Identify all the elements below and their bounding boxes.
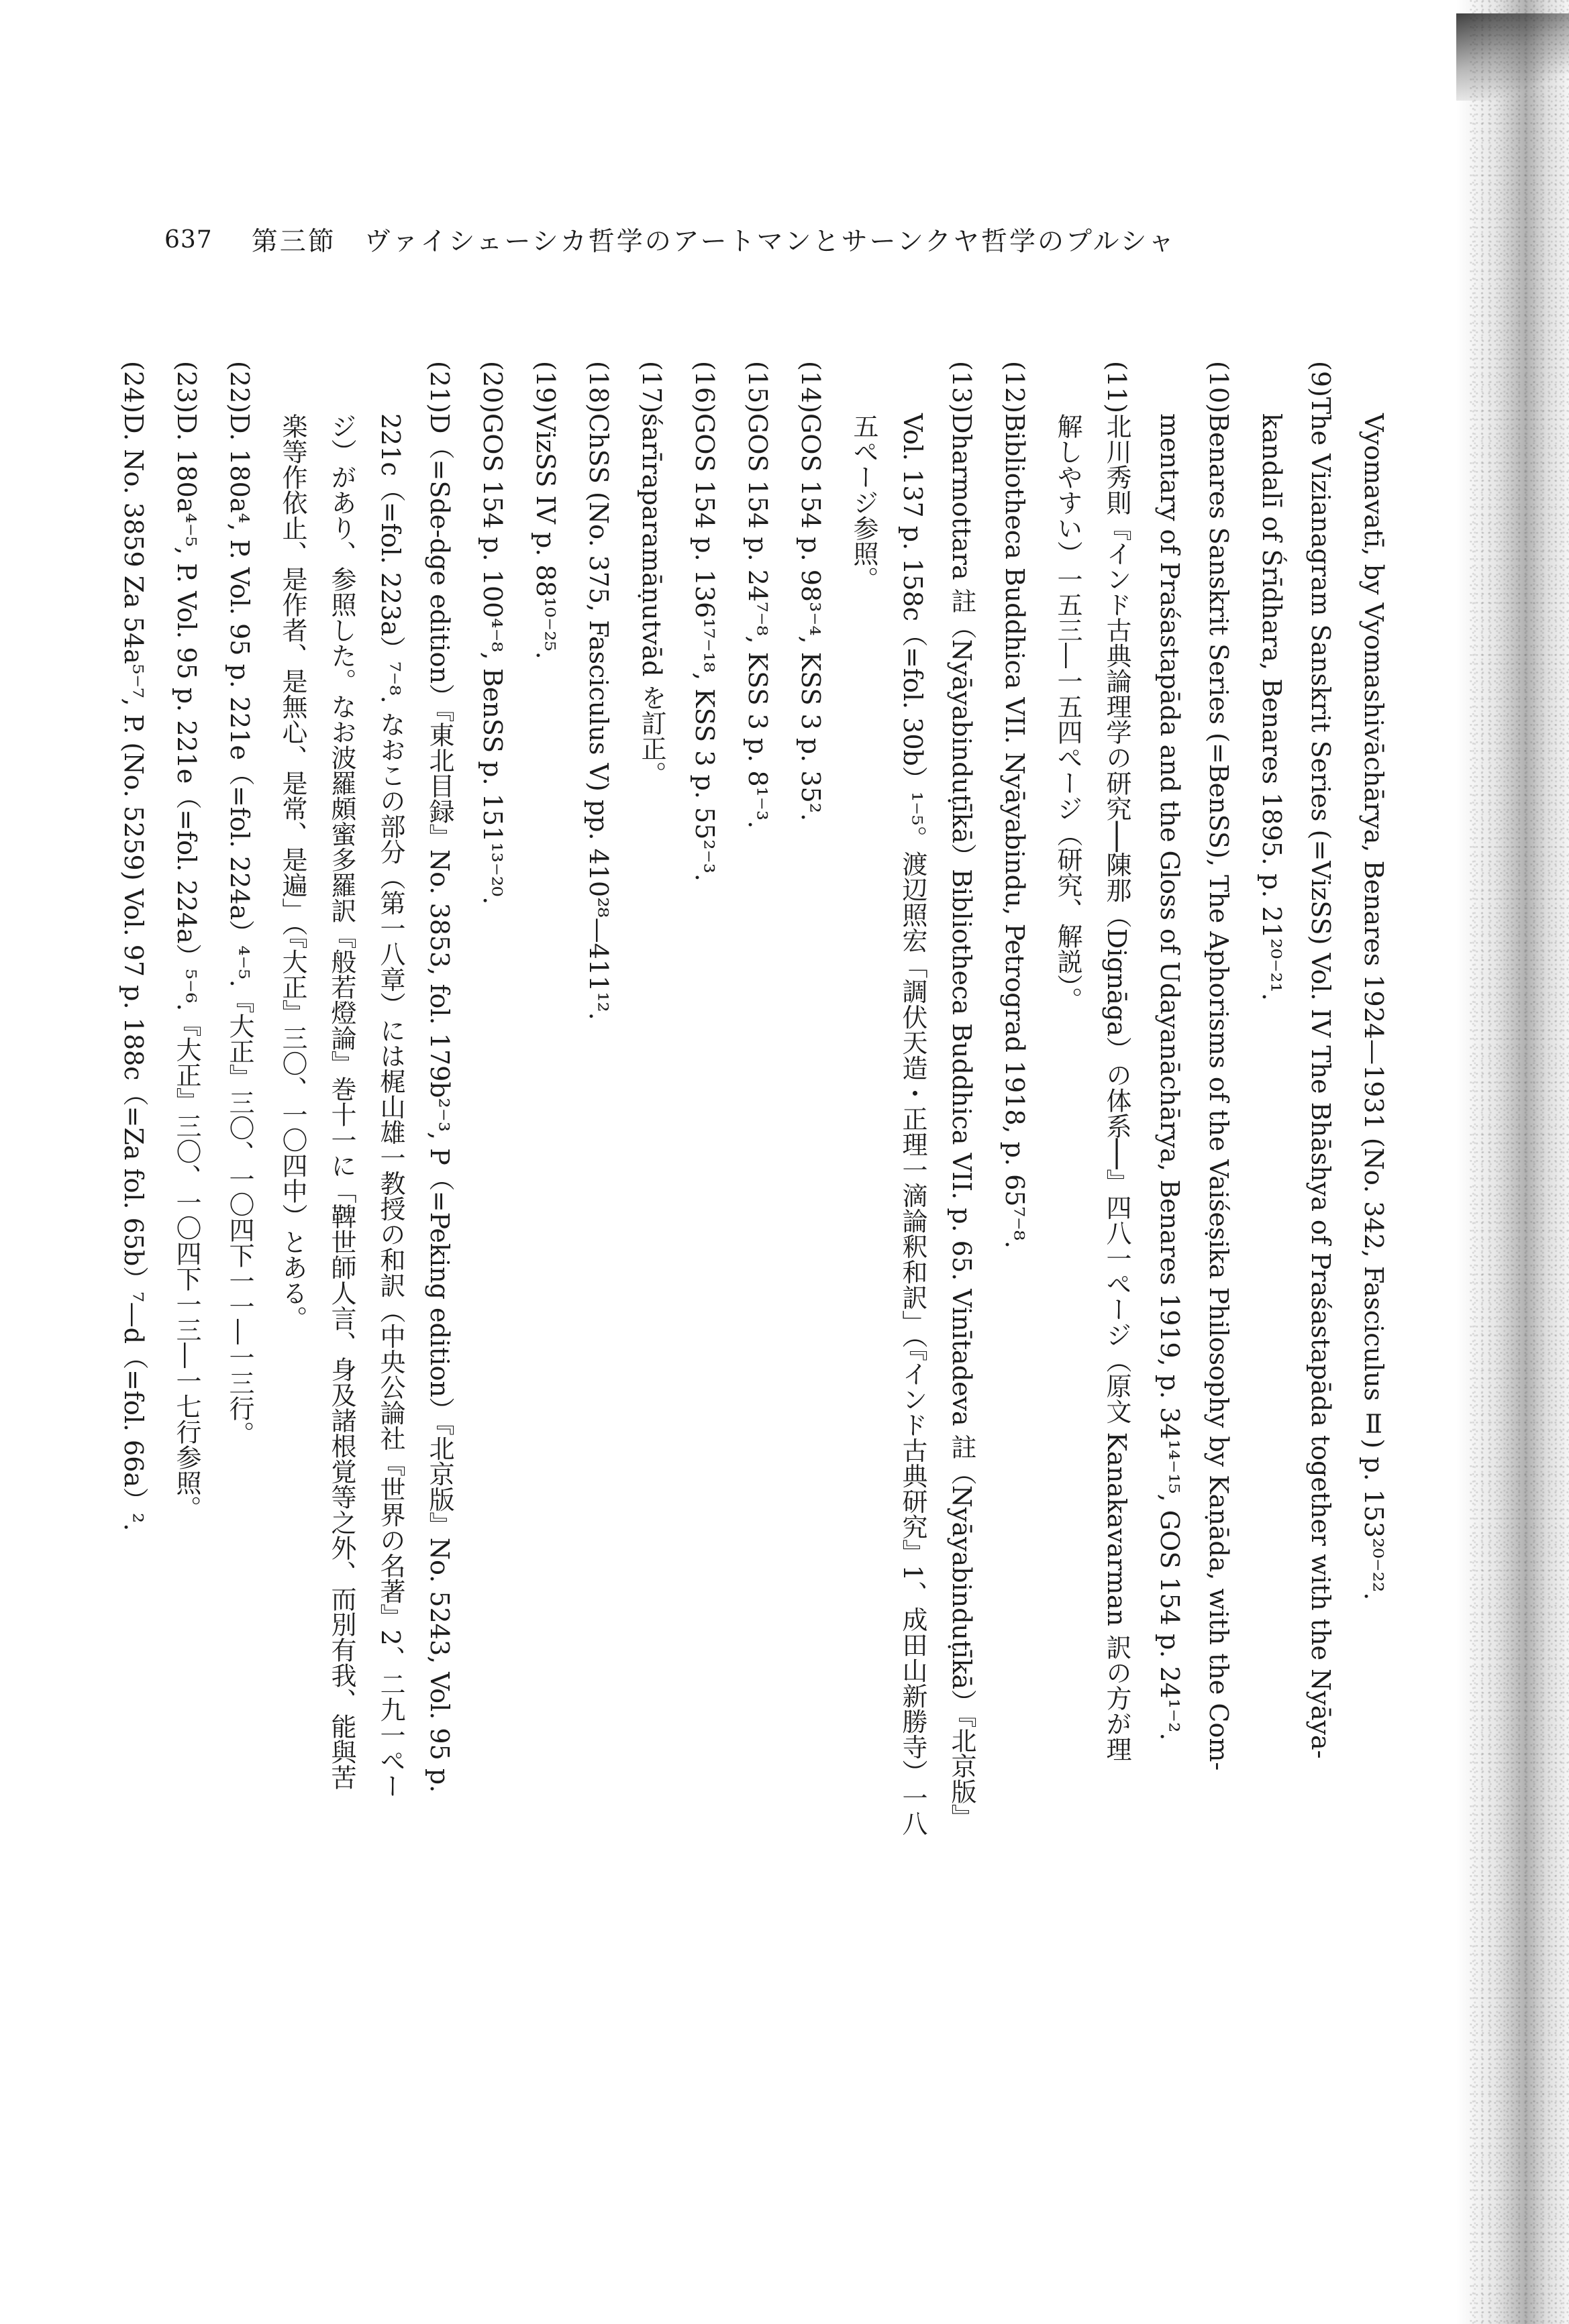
footnote-12 <box>990 361 1043 2078</box>
footnote-11 <box>1092 361 1145 2078</box>
footnote-number: (21) <box>425 361 454 414</box>
footnote-continuation <box>1349 361 1398 2078</box>
footnote-continuation <box>1145 361 1194 2078</box>
footnote-number: (15) <box>743 361 772 414</box>
footnote-continuation <box>268 361 317 2078</box>
footnote-number: (19) <box>531 361 560 414</box>
footnote-number: (16) <box>690 361 719 414</box>
page-corner-shadow <box>1456 13 1569 101</box>
footnote-24 <box>109 361 162 2078</box>
footnote-text: GOS 154 p. 98³⁻⁴, KSS 3 p. 35². <box>796 413 825 822</box>
footnote-14 <box>786 361 839 2078</box>
footnote-22 <box>215 361 268 2078</box>
footnote-19 <box>521 361 574 2078</box>
running-header <box>164 216 1176 263</box>
footnote-continuation <box>317 361 366 2078</box>
footnote-17 <box>627 361 680 2078</box>
footnote-text: Vyomavatī, by Vyomashivāchārya, Benares 1924—1931 (No. 342, Fasciculus Ⅱ) p. 153²⁰⁻²². <box>1359 413 1388 1601</box>
footnote-23 <box>162 361 215 2078</box>
footnote-number: (10) <box>1204 361 1233 414</box>
footnote-20 <box>468 361 521 2078</box>
footnote-number: (11) <box>1102 361 1131 414</box>
footnote-9 <box>1296 361 1349 2078</box>
footnote-text: Vol. 137 p. 158c（=fol. 30b）¹⁻⁵。渡辺照宏「調伏天造・正理一滴論釈和訳」（『インド古典研究』1、成田山新勝寺）一八 <box>898 413 927 1836</box>
footnote-text: Bibliotheca Buddhica VII. Nyāyabindu, Petrograd 1918, p. 65⁷⁻⁸. <box>1000 413 1029 1249</box>
footnote-text: ChSS (No. 375, Fasciculus V) pp. 410²⁸—411¹². <box>584 413 613 1020</box>
footnote-number: (24) <box>119 361 148 414</box>
footnote-text: 221c（=fol. 223a）⁷⁻⁸. なおこの部分（第一八章）には梶山雄一教授の和訳（中央公論社『世界の名著』2、二九一ぺー <box>376 413 405 1799</box>
binding-speckle <box>1470 0 1569 2324</box>
footnote-21 <box>415 361 468 2078</box>
footnote-number: (13) <box>947 361 976 414</box>
footnote-continuation <box>1247 361 1296 2078</box>
footnote-text: mentary of Praśastapāda and the Gloss of Udayanāchārya, Benares 1919, p. 34¹⁴⁻¹⁵, GOS 154 p. 24¹⁻². <box>1155 413 1184 1741</box>
footnote-text: ジ）があり、参照した。なお波羅頗蜜多羅訳『般若燈論』巻十一に「鞞世師人言、身及諸根覚等之外、而別有我、能與苦 <box>327 413 356 1790</box>
page-number: 637 <box>164 225 213 254</box>
footnote-text: GOS 154 p. 136¹⁷⁻¹⁸, KSS 3 p. 55²⁻³. <box>690 413 719 882</box>
footnote-10 <box>1194 361 1247 2078</box>
footnote-number: (17) <box>637 361 666 414</box>
footnote-text: The Vizianagram Sanskrit Series (=VizSS) Vol. IV The Bhāshya of Praśastapāda together with the Nyāya- <box>1306 397 1335 1759</box>
footnote-text: śarīraparamāṇutvād を訂正。 <box>637 413 666 787</box>
footnote-text: 解しやすい）一五三―一五四ぺージ（研究、解説）。 <box>1053 413 1082 1012</box>
footnote-number: (14) <box>796 361 825 414</box>
footnote-text: D. 180a⁴⁻⁵, P. Vol. 95 p. 221e（=fol. 224a）⁵⁻⁶.『大正』三〇、一〇四下一三―一七行参照。 <box>172 413 201 1522</box>
footnote-continuation <box>1043 361 1092 2078</box>
footnote-continuation <box>366 361 415 2078</box>
footnote-number: (9) <box>1306 361 1335 397</box>
footnote-text: 北川秀則『インド古典論理学の研究──陳那（Dignāga）の体系──』四八一ぺージ（原文 Kanakavarman 訳の方が理 <box>1102 413 1131 1762</box>
footnote-text: kandalī of Śrīdhara, Benares 1895. p. 21²⁰⁻²¹. <box>1257 413 1286 1001</box>
footnote-number: (20) <box>478 361 507 414</box>
footnote-continuation <box>839 361 888 2078</box>
footnote-text: D. 180a⁴, P. Vol. 95 p. 221e（=fol. 224a）⁴⁻⁵.『大正』三〇、一〇四下一一―一三行。 <box>225 413 254 1446</box>
footnote-text: GOS 154 p. 100⁴⁻⁸, BenSS p. 151¹³⁻²⁰. <box>478 413 507 905</box>
footnote-13 <box>937 361 990 2078</box>
footnotes <box>109 361 1398 2078</box>
footnote-text: GOS 154 p. 24⁷⁻⁸, KSS 3 p. 8¹⁻³. <box>743 413 772 829</box>
footnote-text: Benares Sanskrit Series (=BenSS), The Aphorisms of the Vaiśeṣika Philosophy by Kaṇāda, with the Com- <box>1204 413 1233 1771</box>
footnote-text: 五ぺージ参照。 <box>849 413 878 592</box>
footnote-text: D（=Sde-dge edition）『東北目録』No. 3853, fol. 179b²⁻³, P（=Peking edition）『北京版』No. 5243, Vol. 95 p. <box>425 413 454 1793</box>
footnote-number: (18) <box>584 361 613 414</box>
footnote-16 <box>680 361 733 2078</box>
footnote-text: D. No. 3859 Za 54a⁵⁻⁷, P. (No. 5259) Vol. 97 p. 188c（=Za fol. 65b）⁷—d（=fol. 66a）². <box>119 413 148 1532</box>
footnote-text: VizSS IV p. 88¹⁰⁻²⁵. <box>531 413 560 659</box>
footnote-number: (22) <box>225 361 254 414</box>
footnote-number: (23) <box>172 361 201 414</box>
footnote-number: (12) <box>1000 361 1029 414</box>
section-title: 第三節 ヴァイシェーシカ哲学のアートマンとサーンクヤ哲学のプルシャ <box>251 227 1176 257</box>
footnote-18 <box>574 361 627 2078</box>
footnote-text: 楽等作依止、是作者、是無心、是常、是遍」（『大正』三〇、一〇四中）とある。 <box>278 413 307 1331</box>
footnote-text: Dharmottara 註（Nyāyabinduṭīkā）Bibliotheca Buddhica VII. p. 65. Vinītadeva 註（Nyāyabinduṭīkā）『北京版』 <box>947 413 976 1830</box>
footnote-15 <box>733 361 786 2078</box>
footnote-continuation <box>888 361 937 2078</box>
